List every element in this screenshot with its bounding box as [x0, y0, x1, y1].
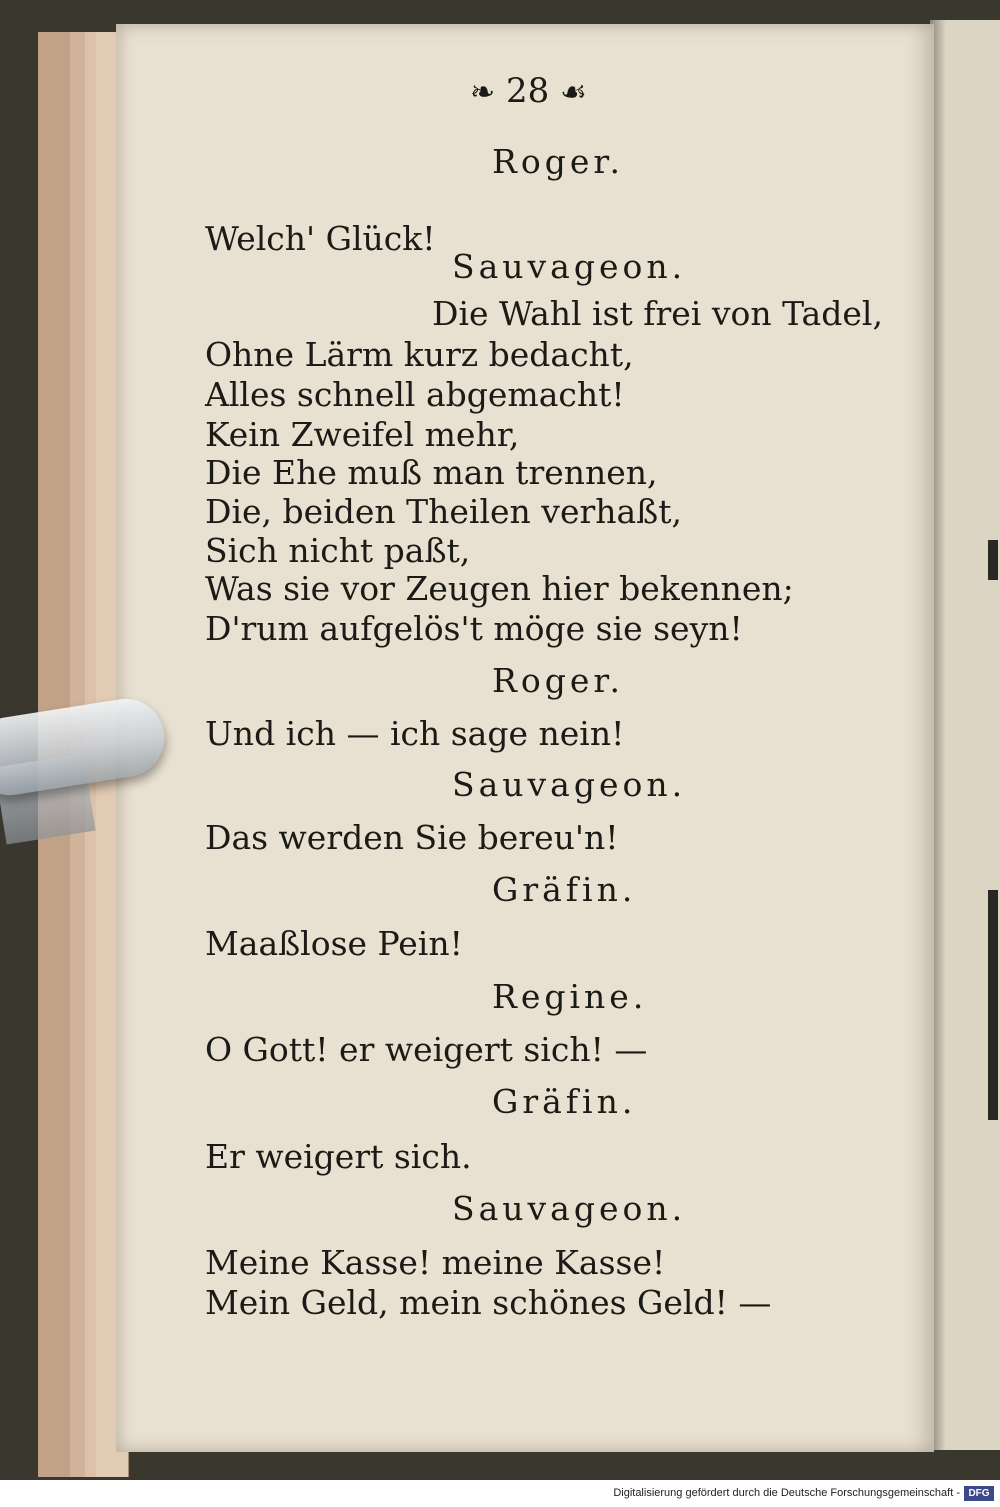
speaker-name: Sauvageon. [452, 765, 687, 804]
speaker-name: Gräfin. [492, 870, 637, 909]
footer-credit: Digitalisierung gefördert durch die Deutsche Forschungsgemeinschaft - [613, 1487, 960, 1499]
verse-line: Welch' Glück! [205, 219, 436, 258]
verse-line: Sich nicht paßt, [205, 531, 471, 570]
verse-line: Was sie vor Zeugen hier bekennen; [205, 569, 794, 608]
dfg-logo: DFG [964, 1486, 994, 1501]
verse-line: Er weigert sich. [205, 1137, 472, 1176]
speaker-name: Roger. [492, 661, 625, 700]
facing-page-mark [988, 540, 998, 580]
verse-line: Die, beiden Theilen verhaßt, [205, 492, 682, 531]
verse-line: Maaßlose Pein! [205, 924, 463, 963]
facing-page [930, 20, 1000, 1450]
ornament-right-icon: ☙ [560, 75, 587, 110]
verse-line: Meine Kasse! meine Kasse! [205, 1243, 666, 1282]
verse-line: Kein Zweifel mehr, [205, 415, 520, 454]
verse-line: Die Ehe muß man trennen, [205, 453, 658, 492]
speaker-name: Gräfin. [492, 1082, 637, 1121]
verse-line: D'rum aufgelös't möge sie seyn! [205, 609, 743, 648]
speaker-name: Sauvageon. [452, 1189, 687, 1228]
page-number-value: 28 [505, 71, 550, 111]
verse-line: Ohne Lärm kurz bedacht, [205, 335, 634, 374]
ornament-left-icon: ❧ [470, 75, 496, 110]
verse-line: Alles schnell abgemacht! [205, 375, 625, 414]
speaker-name: Sauvageon. [452, 247, 687, 286]
facing-page-mark [988, 890, 998, 1120]
verse-line: Das werden Sie bereu'n! [205, 818, 619, 857]
page-number [470, 71, 587, 111]
verse-line: O Gott! er weigert sich! — [205, 1030, 648, 1069]
verse-line: Mein Geld, mein schönes Geld! — [205, 1283, 772, 1322]
verse-line: Die Wahl ist frei von Tadel, [432, 294, 883, 333]
speaker-name: Regine. [492, 977, 648, 1016]
speaker-name: Roger. [492, 142, 625, 181]
footer-bar [0, 1480, 1000, 1507]
verse-line: Und ich — ich sage nein! [205, 714, 625, 753]
